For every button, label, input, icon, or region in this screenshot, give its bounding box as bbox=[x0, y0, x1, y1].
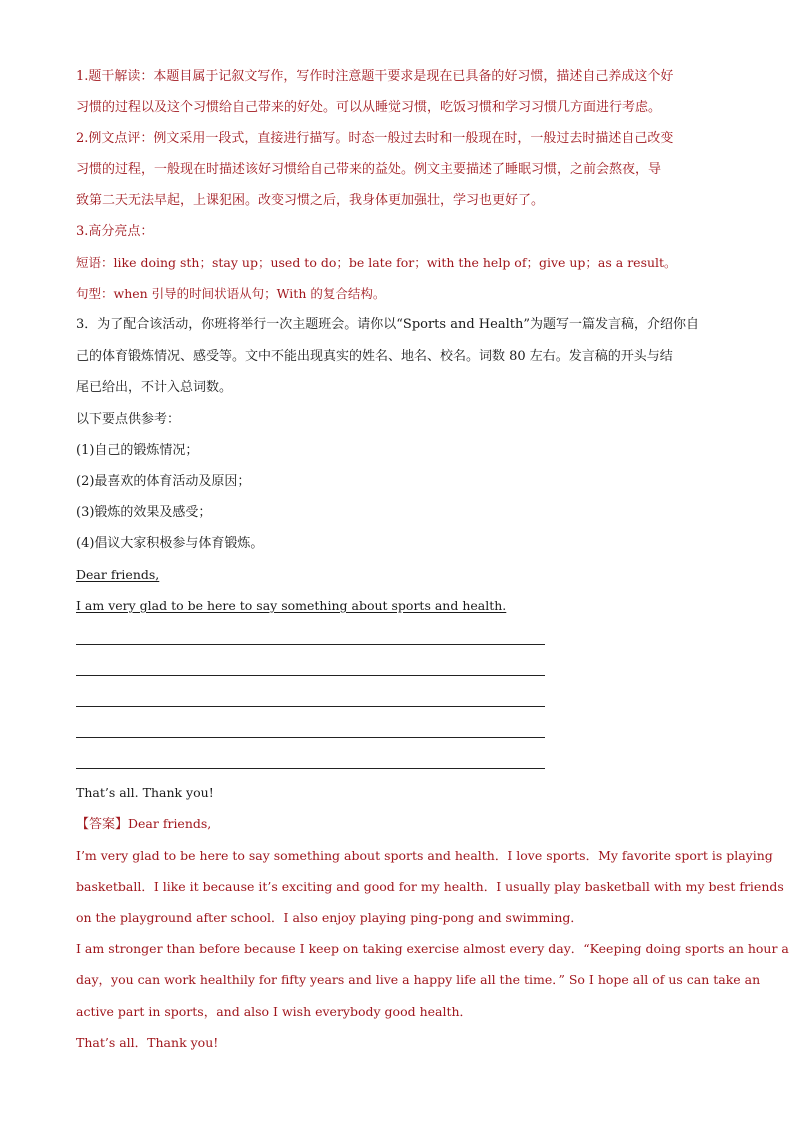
question-line-2: 己的体育锻炼情况、感受等。文中不能出现真实的姓名、地名、校名。词数 80 左右。发言稿的开头与结 bbox=[76, 349, 673, 364]
analysis-point-2-line-3: 致第二天无法早起，上课犯困。改变习惯之后，我身体更加强壮，学习也更好了。 bbox=[76, 193, 545, 208]
question-point-1: (1)自己的锻炼情况； bbox=[76, 443, 199, 458]
question-line-1: 3．为了配合该活动，你班将举行一次主题班会。请你以“Sports and Health”为题写一篇发言稿，介绍你自 bbox=[76, 317, 699, 332]
answer-greeting: Dear friends, bbox=[128, 816, 212, 831]
question-point-3: (3)锻炼的效果及感受； bbox=[76, 505, 212, 520]
question-greeting: Dear friends, bbox=[76, 567, 160, 582]
answer-line-5: day，you can work healthily for fifty years and live a happy life all the time．” So I hope all of us can take an bbox=[76, 972, 761, 987]
analysis-point-2-line-2: 习惯的过程，一般现在时描述该好习惯给自己带来的益处。例文主要描述了睡眠习惯，之前会熬夜，导 bbox=[76, 162, 662, 177]
analysis-sentence-patterns: 句型：when 引导的时间状语从句；With 的复合结构。 bbox=[76, 286, 386, 301]
writing-blank-line bbox=[76, 675, 545, 676]
analysis-point-2-line-1: 2.例文点评：例文采用一段式，直接进行描写。时态一般过去时和一般现在时，一般过去时描述自己改变 bbox=[76, 131, 674, 146]
writing-blank-line bbox=[76, 706, 545, 707]
answer-line-7: That’s all．Thank you! bbox=[76, 1035, 219, 1050]
writing-blank-line bbox=[76, 644, 545, 645]
writing-blank-line bbox=[76, 737, 545, 738]
answer-header bbox=[76, 814, 211, 835]
question-line-3: 尾已给出，不计入总词数。 bbox=[76, 380, 233, 395]
answer-line-1: I’m very glad to be here to say something about sports and health．I love sports．My favorite sport is playing bbox=[76, 848, 773, 863]
analysis-phrases: 短语：like doing sth；stay up；used to do；be late for；with the help of；give up；as a result。 bbox=[76, 255, 677, 270]
question-point-4: (4)倡议大家积极参与体育锻炼。 bbox=[76, 536, 264, 551]
answer-line-2: basketball．I like it because it’s exciting and good for my health．I usually play basketball with my best friends bbox=[76, 879, 784, 894]
analysis-highlights-title: 3.高分亮点： bbox=[76, 224, 154, 239]
writing-blank-line bbox=[76, 768, 545, 769]
question-closing: That’s all. Thank you! bbox=[76, 785, 214, 800]
answer-line-6: active part in sports，and also I wish everybody good health． bbox=[76, 1004, 473, 1019]
question-opening-sentence: I am very glad to be here to say something about sports and health. bbox=[76, 598, 507, 613]
analysis-point-1-line-1: 1.题干解读：本题目属于记叙文写作，写作时注意题干要求是现在已具备的好习惯，描述自己养成这个好 bbox=[76, 69, 674, 84]
answer-line-4: I am stronger than before because I keep on taking exercise almost every day．“Keeping doing sports an hour a bbox=[76, 941, 789, 956]
analysis-point-1-line-2: 习惯的过程以及这个习惯给自己带来的好处。可以从睡觉习惯，吃饭习惯和学习习惯几方面进行考虑。 bbox=[76, 100, 662, 115]
answer-label: 【答案】 bbox=[76, 817, 129, 832]
question-point-2: (2)最喜欢的体育活动及原因； bbox=[76, 474, 251, 489]
answer-line-3: on the playground after school．I also enjoy playing ping-pong and swimming． bbox=[76, 910, 583, 925]
question-points-intro: 以下要点供参考： bbox=[76, 412, 181, 427]
